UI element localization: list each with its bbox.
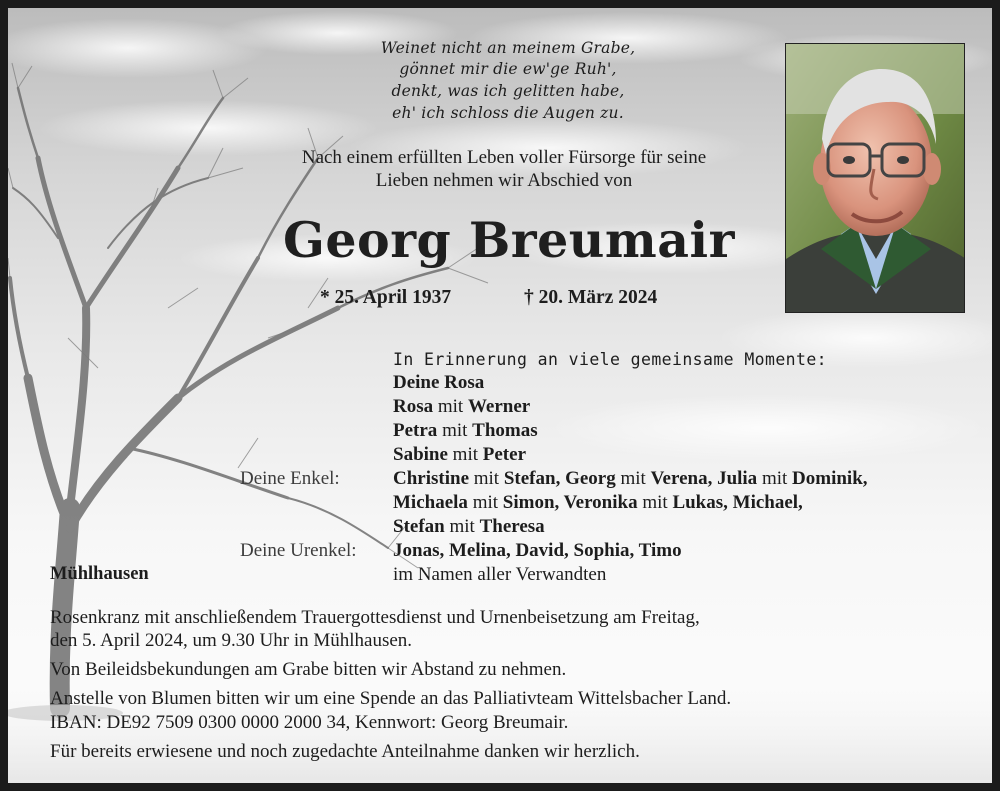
mourner-line: Rosa mit Werner [393,396,531,417]
intro-line: Lieben nehmen wir Abschied von [375,170,633,191]
thanks-line: Für bereits erwiesene und noch zugedachte Anteilnahme danken wir herzlich. [50,741,640,762]
service-info: Rosenkranz mit anschließendem Trauergottesdienst und Urnenbeisetzung am Freitag, [50,607,700,628]
poem-line: eh' ich schloss die Augen zu. [392,104,624,122]
mourner-line: Jonas, Melina, David, Sophia, Timo [393,540,682,561]
mourner-line: Michaela mit Simon, Veronika mit Lukas, Michael, [393,492,803,513]
deceased-name: Georg Breumair [283,211,735,269]
mourner-line: im Namen aller Verwandten [393,564,607,585]
place-name: Mühlhausen [50,564,149,584]
service-info: den 5. April 2024, um 9.30 Uhr in Mühlhausen. [50,630,413,651]
poem-line: Weinet nicht an meinem Grabe, [380,39,636,57]
mourner-line: Deine Rosa [393,372,485,393]
birth-date: * 25. April 1937 [320,287,452,308]
mourner-line: Sabine mit Peter [393,444,526,465]
mourner-line: Stefan mit Theresa [393,516,545,537]
poem-line: denkt, was ich gelitten habe, [391,82,625,100]
mourners-heading: In Erinnerung an viele gemeinsame Momente: [393,350,828,369]
grandchildren-label: Deine Enkel: [240,468,340,489]
poem-line: gönnet mir die ew'ge Ruh', [399,60,617,78]
condolence-note: Von Beileidsbekundungen am Grabe bitten wir Abstand zu nehmen. [50,659,567,680]
donation-note: Anstelle von Blumen bitten wir um eine Spende an das Palliativteam Wittelsbacher Land. [50,688,732,709]
great-grandchildren-label: Deine Urenkel: [240,540,357,561]
portrait-photo [785,43,965,313]
mourner-line: Petra mit Thomas [393,420,538,441]
intro-line: Nach einem erfüllten Leben voller Fürsorge für seine [301,147,707,168]
mourner-line: Christine mit Stefan, Georg mit Verena, Julia mit Dominik, [393,468,868,489]
death-date: † 20. März 2024 [524,287,658,308]
iban-line: IBAN: DE92 7509 0300 0000 2000 34, Kennwort: Georg Breumair. [50,712,569,733]
